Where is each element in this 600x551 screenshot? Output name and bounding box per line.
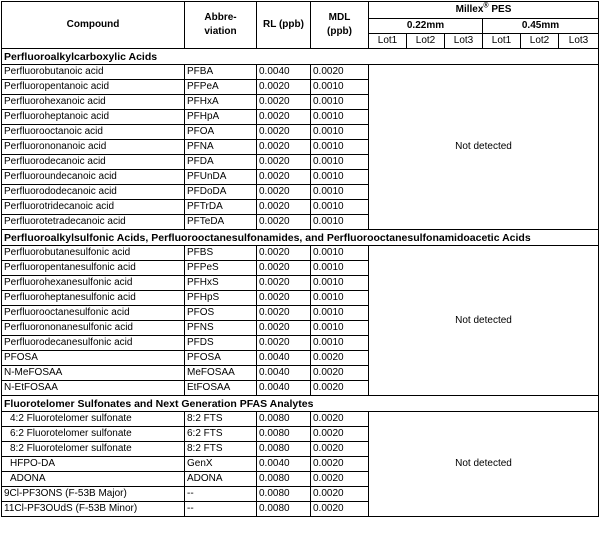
compound-cell: Perfluoroundecanoic acid <box>2 170 185 185</box>
mdl-cell: 0.0020 <box>311 65 369 80</box>
group-title: Fluorotelomer Sulfonates and Next Generation PFAS Analytes <box>2 396 599 412</box>
mdl-cell: 0.0020 <box>311 412 369 427</box>
compound-cell: N-EtFOSAA <box>2 381 185 396</box>
mdl-cell: 0.0010 <box>311 261 369 276</box>
mdl-cell: 0.0020 <box>311 381 369 396</box>
header-product-reg: ® <box>483 2 489 10</box>
abbreviation-cell: PFBA <box>185 65 257 80</box>
group-header-row <box>2 230 599 246</box>
mdl-cell: 0.0020 <box>311 457 369 472</box>
rl-cell: 0.0080 <box>257 427 311 442</box>
header-lot: Lot3 <box>445 34 483 49</box>
compound-cell: 9Cl-PF3ONS (F-53B Major) <box>2 487 185 502</box>
abbreviation-cell: EtFOSAA <box>185 381 257 396</box>
abbreviation-cell: PFDA <box>185 155 257 170</box>
compound-cell: Perfluorooctanoic acid <box>2 125 185 140</box>
rl-cell: 0.0040 <box>257 366 311 381</box>
rl-cell: 0.0040 <box>257 351 311 366</box>
header-pore-size: 0.22mm <box>369 19 483 34</box>
mdl-cell: 0.0010 <box>311 276 369 291</box>
rl-cell: 0.0020 <box>257 200 311 215</box>
abbreviation-cell: PFBS <box>185 246 257 261</box>
compound-cell: Perfluorodecanesulfonic acid <box>2 336 185 351</box>
mdl-cell: 0.0010 <box>311 170 369 185</box>
rl-cell: 0.0020 <box>257 140 311 155</box>
mdl-cell: 0.0020 <box>311 366 369 381</box>
header-rl: RL (ppb) <box>257 2 311 49</box>
compound-cell: ADONA <box>2 472 185 487</box>
header-abbreviation <box>185 2 257 49</box>
group-header-row <box>2 49 599 65</box>
abbreviation-cell: PFNA <box>185 140 257 155</box>
header-product-name: Millex <box>455 4 484 15</box>
rl-cell: 0.0020 <box>257 110 311 125</box>
abbreviation-cell: 6:2 FTS <box>185 427 257 442</box>
abbreviation-cell: PFOA <box>185 125 257 140</box>
header-product <box>369 2 599 19</box>
group-title: Perfluoroalkylsulfonic Acids, Perfluorooctanesulfonamides, and Perfluorooctanesulfonamidoacetic Acids <box>2 230 599 246</box>
rl-cell: 0.0020 <box>257 276 311 291</box>
abbreviation-cell: PFTeDA <box>185 215 257 230</box>
rl-cell: 0.0020 <box>257 336 311 351</box>
abbreviation-cell: PFHxS <box>185 276 257 291</box>
compound-cell: 4:2 Fluorotelomer sulfonate <box>2 412 185 427</box>
compound-cell: Perfluorohexanoic acid <box>2 95 185 110</box>
header-abbreviation-line1: Abbre- <box>204 12 237 23</box>
header-compound: Compound <box>2 2 185 49</box>
compound-cell: Perfluorononanesulfonic acid <box>2 321 185 336</box>
table-body <box>2 49 599 517</box>
rl-cell: 0.0020 <box>257 80 311 95</box>
abbreviation-cell: PFTrDA <box>185 200 257 215</box>
rl-cell: 0.0020 <box>257 246 311 261</box>
mdl-cell: 0.0010 <box>311 140 369 155</box>
group-title: Perfluoroalkylcarboxylic Acids <box>2 49 599 65</box>
compound-cell: Perfluorononanoic acid <box>2 140 185 155</box>
result-cell: Not detected <box>369 246 599 396</box>
header-abbreviation-line2: viation <box>204 26 237 37</box>
rl-cell: 0.0020 <box>257 155 311 170</box>
rl-cell: 0.0020 <box>257 185 311 200</box>
result-cell: Not detected <box>369 412 599 517</box>
mdl-cell: 0.0020 <box>311 427 369 442</box>
compound-cell: Perfluoroheptanesulfonic acid <box>2 291 185 306</box>
rl-cell: 0.0040 <box>257 65 311 80</box>
results-table <box>1 1 599 517</box>
abbreviation-cell: -- <box>185 487 257 502</box>
result-cell: Not detected <box>369 65 599 230</box>
header-lot: Lot1 <box>483 34 521 49</box>
rl-cell: 0.0080 <box>257 472 311 487</box>
abbreviation-cell: PFDS <box>185 336 257 351</box>
mdl-cell: 0.0020 <box>311 487 369 502</box>
rl-cell: 0.0080 <box>257 442 311 457</box>
abbreviation-cell: -- <box>185 502 257 517</box>
compound-cell: N-MeFOSAA <box>2 366 185 381</box>
abbreviation-cell: PFUnDA <box>185 170 257 185</box>
compound-cell: Perfluorohexanesulfonic acid <box>2 276 185 291</box>
abbreviation-cell: PFHpA <box>185 110 257 125</box>
header-lot: Lot2 <box>521 34 559 49</box>
compound-cell: Perfluoroheptanoic acid <box>2 110 185 125</box>
abbreviation-cell: PFNS <box>185 321 257 336</box>
header-lot: Lot3 <box>559 34 599 49</box>
rl-cell: 0.0020 <box>257 306 311 321</box>
header-mdl <box>311 2 369 49</box>
rl-cell: 0.0080 <box>257 502 311 517</box>
header-lot: Lot1 <box>369 34 407 49</box>
header-mdl-line2: (ppb) <box>327 26 352 37</box>
mdl-cell: 0.0010 <box>311 95 369 110</box>
mdl-cell: 0.0010 <box>311 336 369 351</box>
abbreviation-cell: PFHxA <box>185 95 257 110</box>
compound-cell: Perfluorobutanoic acid <box>2 65 185 80</box>
abbreviation-cell: PFHpS <box>185 291 257 306</box>
header-product-suffix: PES <box>488 4 512 15</box>
abbreviation-cell: 8:2 FTS <box>185 442 257 457</box>
mdl-cell: 0.0020 <box>311 351 369 366</box>
rl-cell: 0.0020 <box>257 291 311 306</box>
compound-cell: Perfluorotetradecanoic acid <box>2 215 185 230</box>
mdl-cell: 0.0020 <box>311 502 369 517</box>
rl-cell: 0.0080 <box>257 487 311 502</box>
compound-cell: Perfluorodecanoic acid <box>2 155 185 170</box>
rl-cell: 0.0020 <box>257 321 311 336</box>
mdl-cell: 0.0010 <box>311 321 369 336</box>
header-pore-size: 0.45mm <box>483 19 599 34</box>
header-mdl-line1: MDL <box>328 12 351 23</box>
header-lot: Lot2 <box>407 34 445 49</box>
mdl-cell: 0.0010 <box>311 125 369 140</box>
compound-cell: Perfluoropentanesulfonic acid <box>2 261 185 276</box>
rl-cell: 0.0020 <box>257 125 311 140</box>
rl-cell: 0.0040 <box>257 457 311 472</box>
abbreviation-cell: PFDoDA <box>185 185 257 200</box>
mdl-cell: 0.0010 <box>311 200 369 215</box>
abbreviation-cell: PFPeA <box>185 80 257 95</box>
mdl-cell: 0.0010 <box>311 215 369 230</box>
mdl-cell: 0.0010 <box>311 291 369 306</box>
table-row <box>2 412 599 427</box>
rl-cell: 0.0020 <box>257 95 311 110</box>
mdl-cell: 0.0020 <box>311 472 369 487</box>
mdl-cell: 0.0010 <box>311 306 369 321</box>
compound-cell: Perfluoropentanoic acid <box>2 80 185 95</box>
compound-cell: 8:2 Fluorotelomer sulfonate <box>2 442 185 457</box>
rl-cell: 0.0040 <box>257 381 311 396</box>
rl-cell: 0.0020 <box>257 261 311 276</box>
mdl-cell: 0.0010 <box>311 110 369 125</box>
rl-cell: 0.0080 <box>257 412 311 427</box>
abbreviation-cell: PFOS <box>185 306 257 321</box>
abbreviation-cell: MeFOSAA <box>185 366 257 381</box>
mdl-cell: 0.0010 <box>311 80 369 95</box>
compound-cell: PFOSA <box>2 351 185 366</box>
compound-cell: Perfluorotridecanoic acid <box>2 200 185 215</box>
table-row <box>2 246 599 261</box>
mdl-cell: 0.0020 <box>311 442 369 457</box>
compound-cell: 11Cl-PF3OUdS (F-53B Minor) <box>2 502 185 517</box>
rl-cell: 0.0020 <box>257 170 311 185</box>
table-header <box>2 2 599 49</box>
abbreviation-cell: ADONA <box>185 472 257 487</box>
compound-cell: Perfluorobutanesulfonic acid <box>2 246 185 261</box>
abbreviation-cell: GenX <box>185 457 257 472</box>
mdl-cell: 0.0010 <box>311 246 369 261</box>
abbreviation-cell: PFOSA <box>185 351 257 366</box>
mdl-cell: 0.0010 <box>311 155 369 170</box>
abbreviation-cell: PFPeS <box>185 261 257 276</box>
rl-cell: 0.0020 <box>257 215 311 230</box>
table-row <box>2 65 599 80</box>
compound-cell: Perfluorooctanesulfonic acid <box>2 306 185 321</box>
abbreviation-cell: 8:2 FTS <box>185 412 257 427</box>
compound-cell: Perfluorododecanoic acid <box>2 185 185 200</box>
mdl-cell: 0.0010 <box>311 185 369 200</box>
group-header-row <box>2 396 599 412</box>
compound-cell: 6:2 Fluorotelomer sulfonate <box>2 427 185 442</box>
compound-cell: HFPO-DA <box>2 457 185 472</box>
